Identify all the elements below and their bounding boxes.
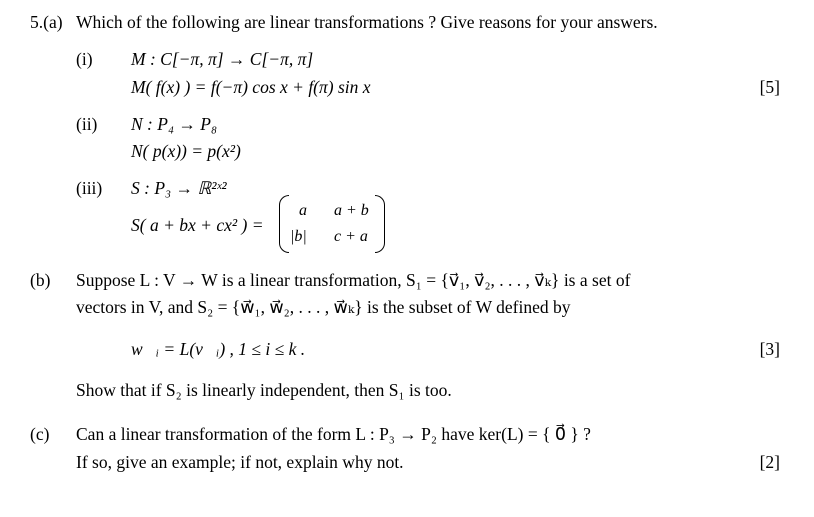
subpart-iii-mapping: S : P₃ → ℝ²ˣ² bbox=[131, 178, 227, 198]
matrix-right-paren bbox=[375, 195, 385, 253]
part-b-label: (b) bbox=[30, 270, 51, 290]
subpart-iii-definition-lhs: S( a + bx + cx² ) = bbox=[131, 215, 264, 235]
part-c-line2: If so, give an example; if not, explain why not. bbox=[76, 452, 404, 472]
part-c-label: (c) bbox=[30, 424, 50, 444]
matrix-left-paren bbox=[279, 195, 289, 253]
matrix-cell-12: a + b bbox=[334, 202, 369, 219]
marks-b: [3] bbox=[759, 339, 780, 359]
matrix-cell-21: |b| bbox=[290, 228, 307, 245]
subpart-i-definition: M( f(x) ) = f(−π) cos x + f(π) sin x bbox=[131, 77, 371, 97]
marks-a: [5] bbox=[759, 77, 780, 97]
part-c-line1: Can a linear transformation of the form L : P₃ → P₂ have ker(L) = { 0⃗ } ? bbox=[76, 424, 591, 444]
matrix-cell-11: a bbox=[299, 202, 307, 219]
part-a-label: 5.(a) bbox=[30, 12, 63, 32]
marks-c: [2] bbox=[759, 452, 780, 472]
matrix bbox=[279, 195, 385, 253]
subpart-ii-label: (ii) bbox=[76, 114, 98, 134]
subpart-iii-label: (iii) bbox=[76, 178, 103, 198]
subpart-i-mapping: M : C[−π, π] → C[−π, π] bbox=[131, 49, 314, 69]
part-b-line1: Suppose L : V → W is a linear transformation, S₁ = {v⃗₁, v⃗₂, . . . , v⃗ₖ} is a set of bbox=[76, 270, 631, 290]
part-b-line2: vectors in V, and S₂ = {w⃗₁, w⃗₂, . . . , w⃗ₖ} is the subset of W defined by bbox=[76, 297, 571, 317]
matrix-cell-22: c + a bbox=[334, 228, 368, 245]
part-a-prompt: Which of the following are linear transformations ? Give reasons for your answers. bbox=[76, 12, 658, 32]
subpart-i-label: (i) bbox=[76, 49, 93, 69]
subpart-ii-definition: N( p(x)) = p(x²) bbox=[131, 141, 241, 161]
part-b-prompt: Show that if S₂ is linearly independent, then S₁ is too. bbox=[76, 380, 452, 400]
subpart-ii-mapping: N : P₄ → P₈ bbox=[131, 114, 218, 134]
part-b-formula: w⃗ᵢ = L(v⃗ᵢ) , 1 ≤ i ≤ k . bbox=[131, 339, 306, 359]
